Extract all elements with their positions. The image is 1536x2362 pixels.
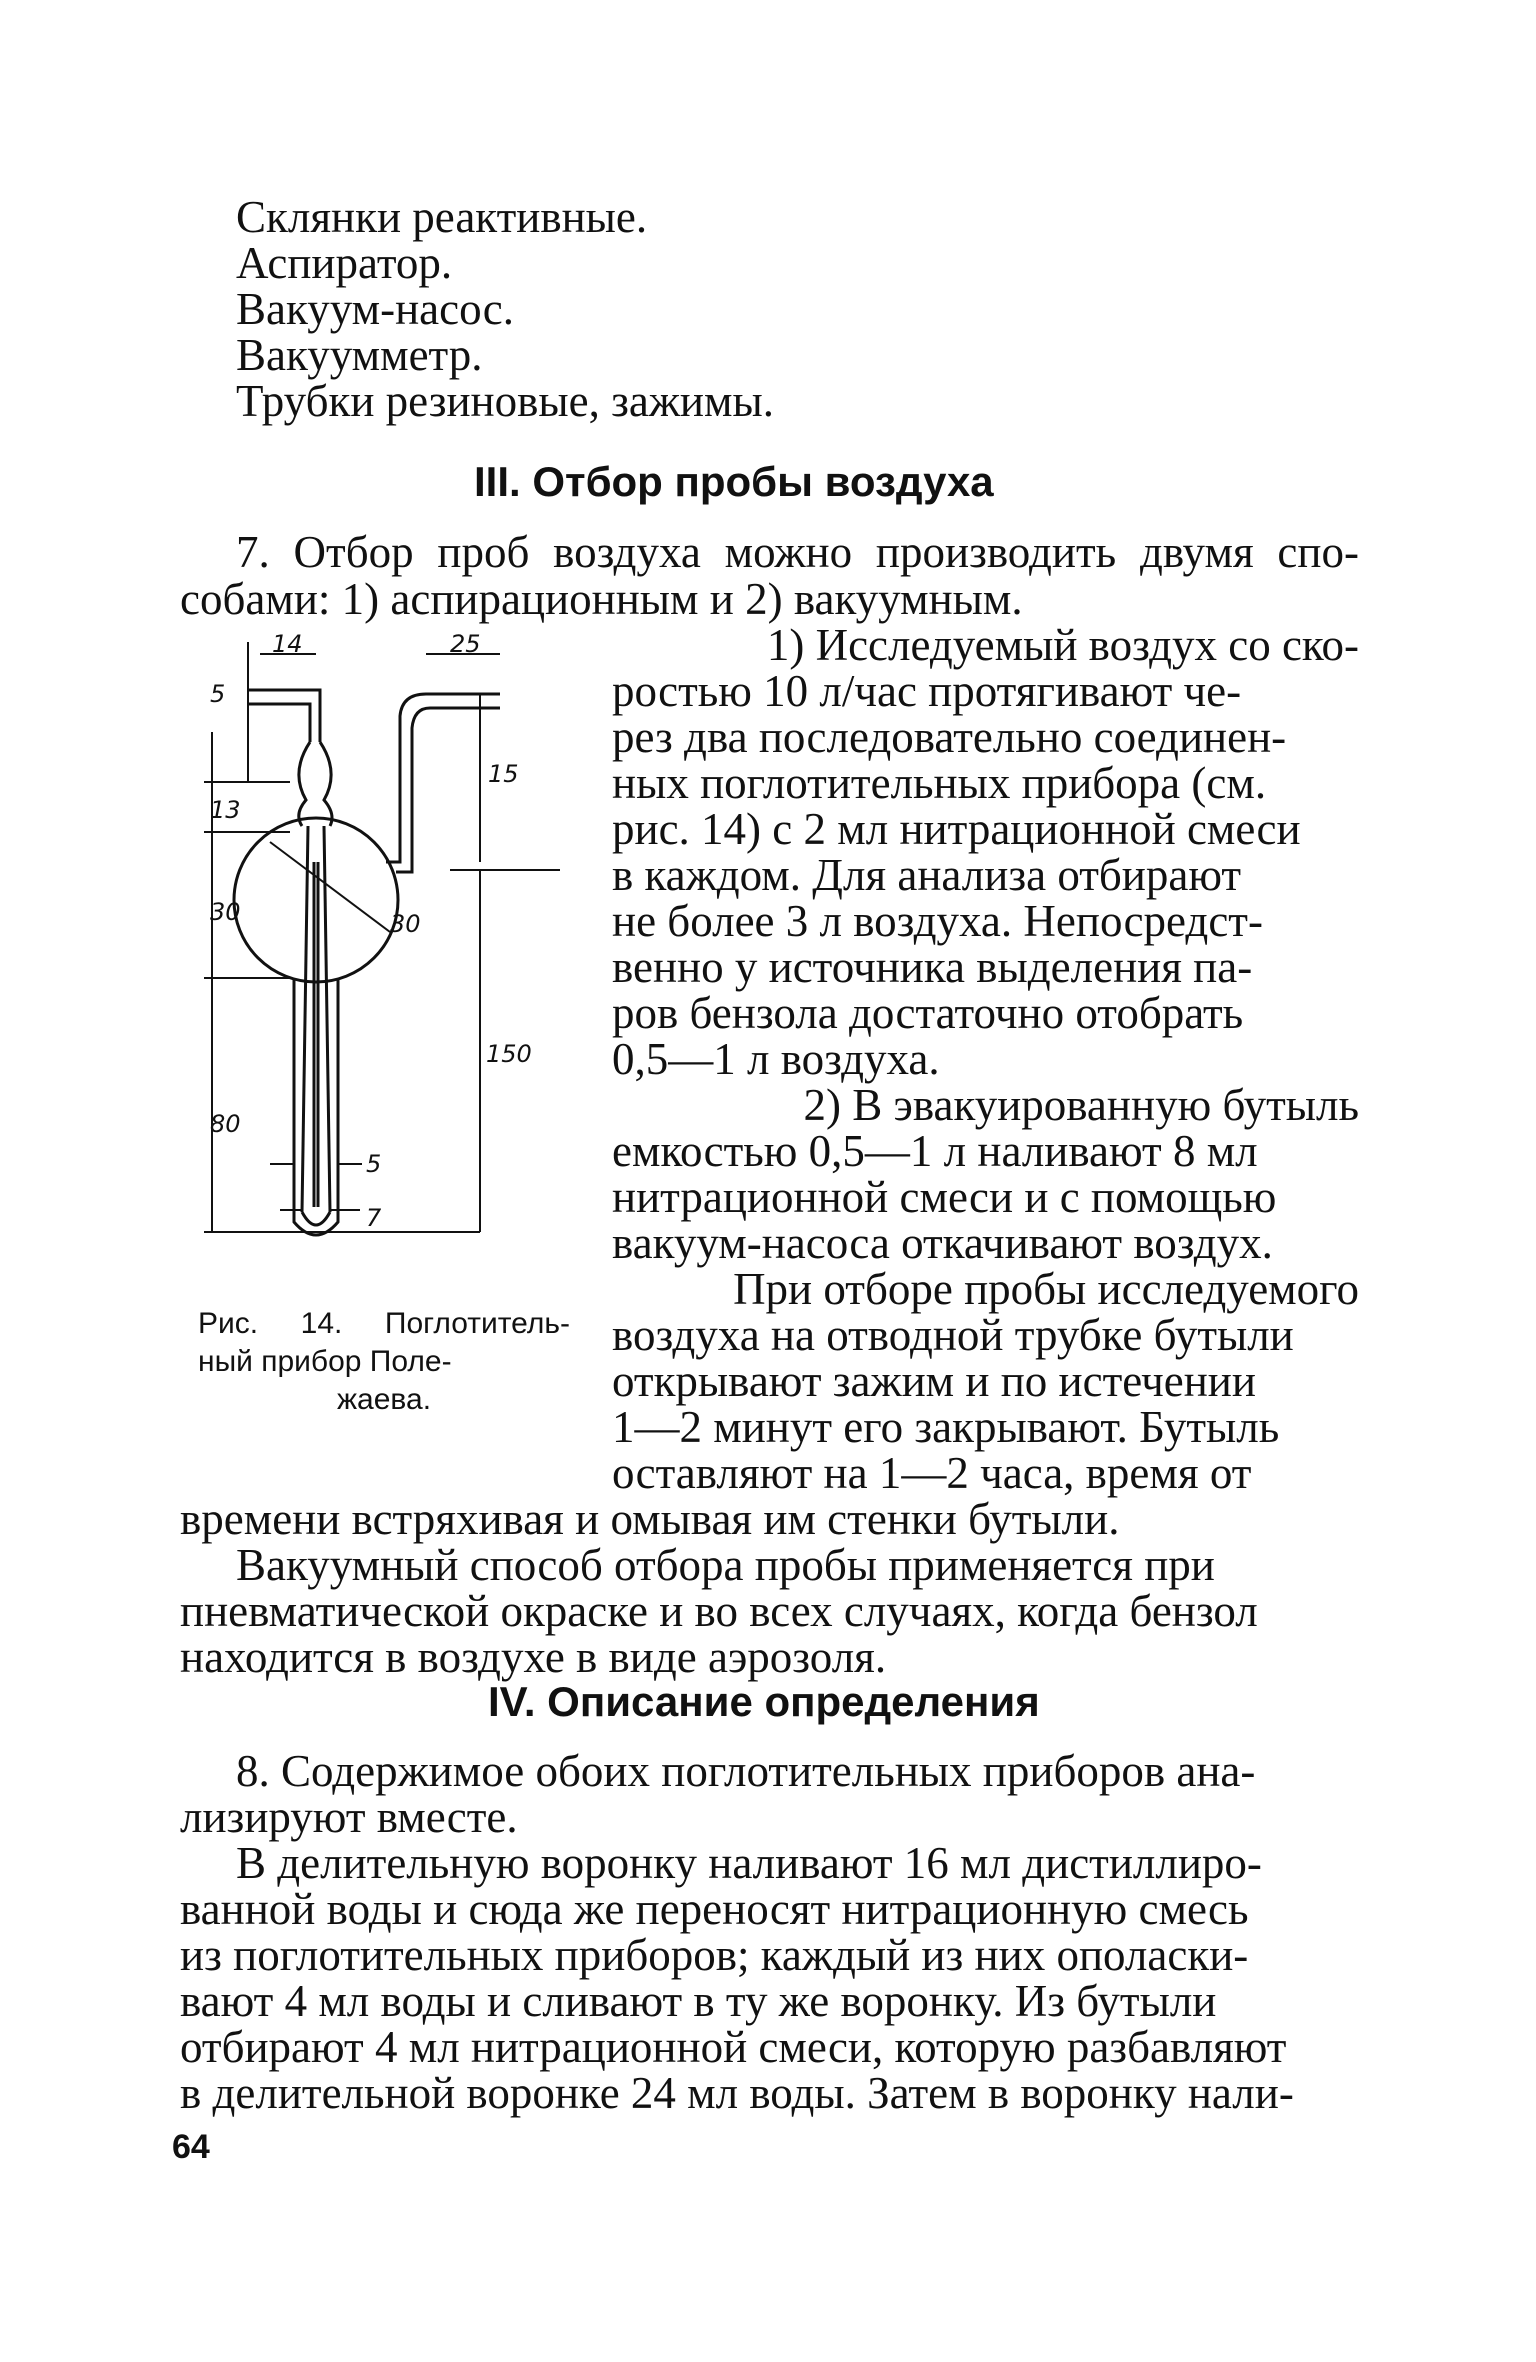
- paragraph-line: оставляют на 1—2 часа, время от: [612, 1448, 1252, 1498]
- paragraph-line: вают 4 мл воды и сливают в ту же воронку. Из бутыли: [180, 1976, 1217, 2026]
- paragraph-line: 0,5—1 л воздуха.: [612, 1034, 940, 1084]
- absorber-device-drawing: [204, 642, 560, 1235]
- caption-line: Рис. 14. Поглотитель-: [198, 1307, 570, 1340]
- paragraph-line: ростью 10 л/час протягивают че-: [612, 666, 1242, 716]
- equipment-item: Склянки реактивные.: [236, 192, 648, 242]
- paragraph-line: открывают зажим и по истечении: [612, 1356, 1256, 1406]
- paragraph-line: ных поглотительных прибора (см.: [612, 758, 1267, 808]
- paragraph-line: 7. Отбор проб воздуха можно производить двумя спо-: [236, 527, 1359, 577]
- paragraph-line: рис. 14) с 2 мл нитрационной смеси: [612, 804, 1301, 854]
- caption-line: ный прибор Поле-: [198, 1345, 452, 1378]
- section-heading: III. Отбор пробы воздуха: [474, 458, 994, 505]
- paragraph-line: нитрационной смеси и с помощью: [612, 1172, 1277, 1222]
- equipment-item: Вакуумметр.: [236, 330, 483, 380]
- paragraph-line: 2) В эвакуированную бутыль: [803, 1080, 1359, 1130]
- paragraph-line: из поглотительных приборов; каждый из них ополаски-: [180, 1930, 1249, 1980]
- paragraph-line: находится в воздухе в виде аэрозоля.: [180, 1632, 887, 1682]
- caption-line: жаева.: [336, 1383, 432, 1416]
- dim-label: 30: [390, 910, 421, 938]
- dim-label: 13: [210, 796, 241, 824]
- paragraph-line: лизируют вместе.: [180, 1792, 518, 1842]
- paragraph-line: ванной воды и сюда же переносят нитрационную смесь: [180, 1884, 1249, 1934]
- equipment-item: Аспиратор.: [236, 238, 453, 288]
- paragraph-line: собами: 1) аспирационным и 2) вакуумным.: [180, 574, 1023, 624]
- paragraph-line: 1) Исследуемый воздух со ско-: [766, 620, 1359, 670]
- paragraph-line: Вакуумный способ отбора пробы применяется при: [236, 1540, 1215, 1590]
- paragraph-line: 8. Содержимое обоих поглотительных приборов ана-: [236, 1746, 1256, 1796]
- dim-label: 14: [272, 632, 303, 658]
- paragraph-line: в каждом. Для анализа отбирают: [612, 850, 1242, 900]
- paragraph-line: отбирают 4 мл нитрационной смеси, которую разбавляют: [180, 2022, 1287, 2072]
- paragraph-line: вакуум-насоса откачивают воздух.: [612, 1218, 1273, 1268]
- paragraph-line: времени встряхивая и омывая им стенки бутыли.: [180, 1494, 1120, 1544]
- paragraph-line: В делительную воронку наливают 16 мл дистиллиро-: [236, 1838, 1262, 1888]
- paragraph-line: При отборе пробы исследуемого: [733, 1264, 1359, 1314]
- dim-label: 15: [488, 760, 519, 788]
- paragraph-line: рез два последовательно соединен-: [612, 712, 1287, 762]
- paragraph-line: венно у источника выделения па-: [612, 942, 1253, 992]
- paragraph-line: ров бензола достаточно отобрать: [612, 988, 1244, 1038]
- equipment-item: Вакуум-насос.: [236, 284, 514, 334]
- absorber-device-figure: [190, 632, 580, 1272]
- dim-label: 80: [210, 1110, 241, 1138]
- dim-label: 25: [450, 632, 481, 658]
- paragraph-line: пневматической окраске и во всех случаях, когда бензол: [180, 1586, 1258, 1636]
- paragraph-line: воздуха на отводной трубке бутыли: [612, 1310, 1294, 1360]
- section-heading: IV. Описание определения: [488, 1678, 1040, 1725]
- paragraph-line: в делительной воронке 24 мл воды. Затем в воронку нали-: [180, 2068, 1294, 2118]
- dim-label: 150: [486, 1040, 532, 1068]
- figure-dimensions: [210, 632, 532, 1232]
- dim-label: 5: [210, 680, 226, 708]
- paragraph-line: 1—2 минут его закрывают. Бутыль: [612, 1402, 1280, 1452]
- dim-label: 30: [210, 898, 241, 926]
- dim-label: 5: [366, 1150, 382, 1178]
- dim-label: 7: [366, 1204, 382, 1232]
- paragraph-line: емкостью 0,5—1 л наливают 8 мл: [612, 1126, 1258, 1176]
- paragraph-line: не более 3 л воздуха. Непосредст-: [612, 896, 1263, 946]
- equipment-item: Трубки резиновые, зажимы.: [236, 376, 774, 426]
- page-number: 64: [172, 2128, 210, 2166]
